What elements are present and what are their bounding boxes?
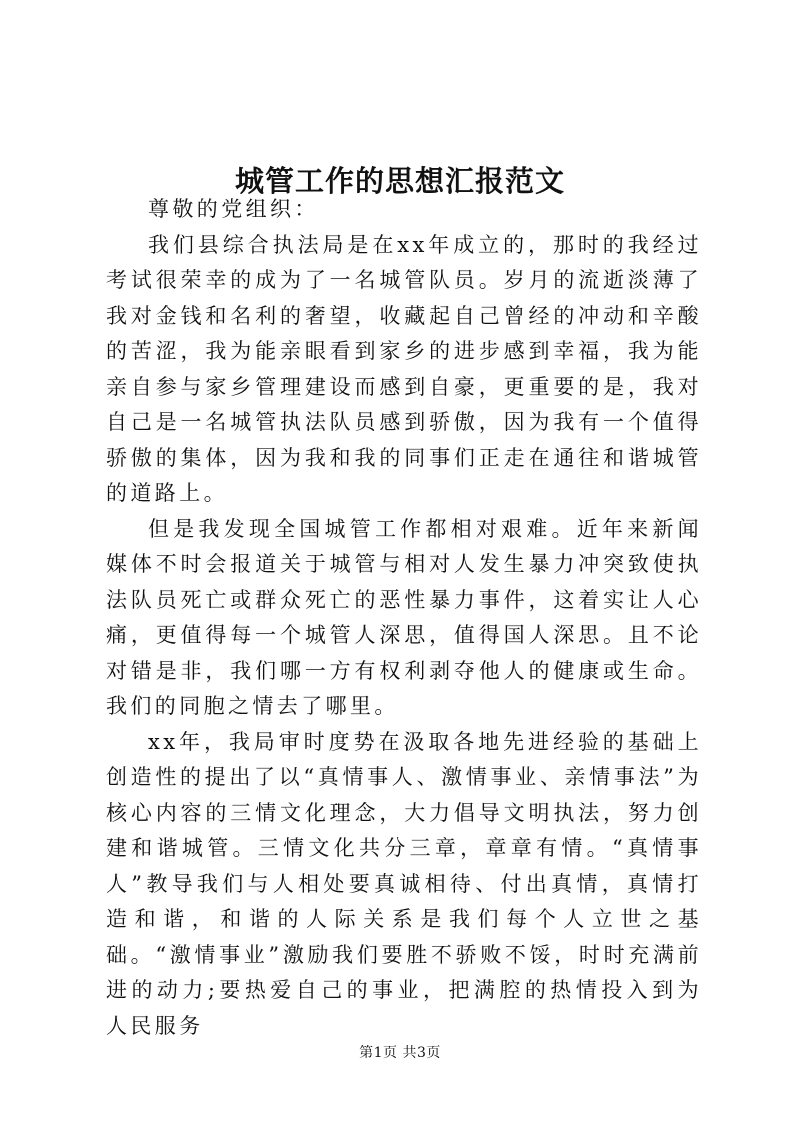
salutation: 尊敬的党组织： [148,197,319,221]
page-title: 城管工作的思想汇报范文 [234,164,565,199]
document-body [106,192,702,1044]
paragraph: 但是我发现全国城管工作都相对艰难。近年来新闻媒体不时会报道关于城管与相对人发生暴力冲突致使执法队员死亡或群众死亡的恶性暴力事件，这着实让人心痛，更值得每一个城管人深思，值得国人深思。且不论对错是非，我们哪一方有权利剥夺他人的健康或生命。我们的同胞之情去了哪里。 [106,516,702,718]
paragraph: 我们县综合执法局是在xx年成立的，那时的我经过考试很荣幸的成为了一名城管队员。岁月的流逝淡薄了我对金钱和名利的奢望，收藏起自己曾经的冲动和辛酸的苦涩，我为能亲眼看到家乡的进步感到幸福，我为能亲自参与家乡管理建设而感到自豪，更重要的是，我对自己是一名城管执法队员感到骄傲，因为我有一个值得骄傲的集体，因为我和我的同事们正走在通往和谐城管的道路上。 [106,232,702,505]
page-footer: 第1页 共3页 [359,1045,441,1061]
paragraph: xx年，我局审时度势在汲取各地先进经验的基础上创造性的提出了以“真情事人、激情事业、亲情事法”为核心内容的三情文化理念，大力倡导文明执法，努力创建和谐城管。三情文化共分三章，章章有情。“真情事人”教导我们与人相处要真诚相待、付出真情，真情打造和谐，和谐的人际关系是我们每个人立世之基础。“激情事业”激励我们要胜不骄败不馁，时时充满前进的动力;要热爱自己的事业，把满腔的热情投入到为人民服务 [106,729,702,1038]
